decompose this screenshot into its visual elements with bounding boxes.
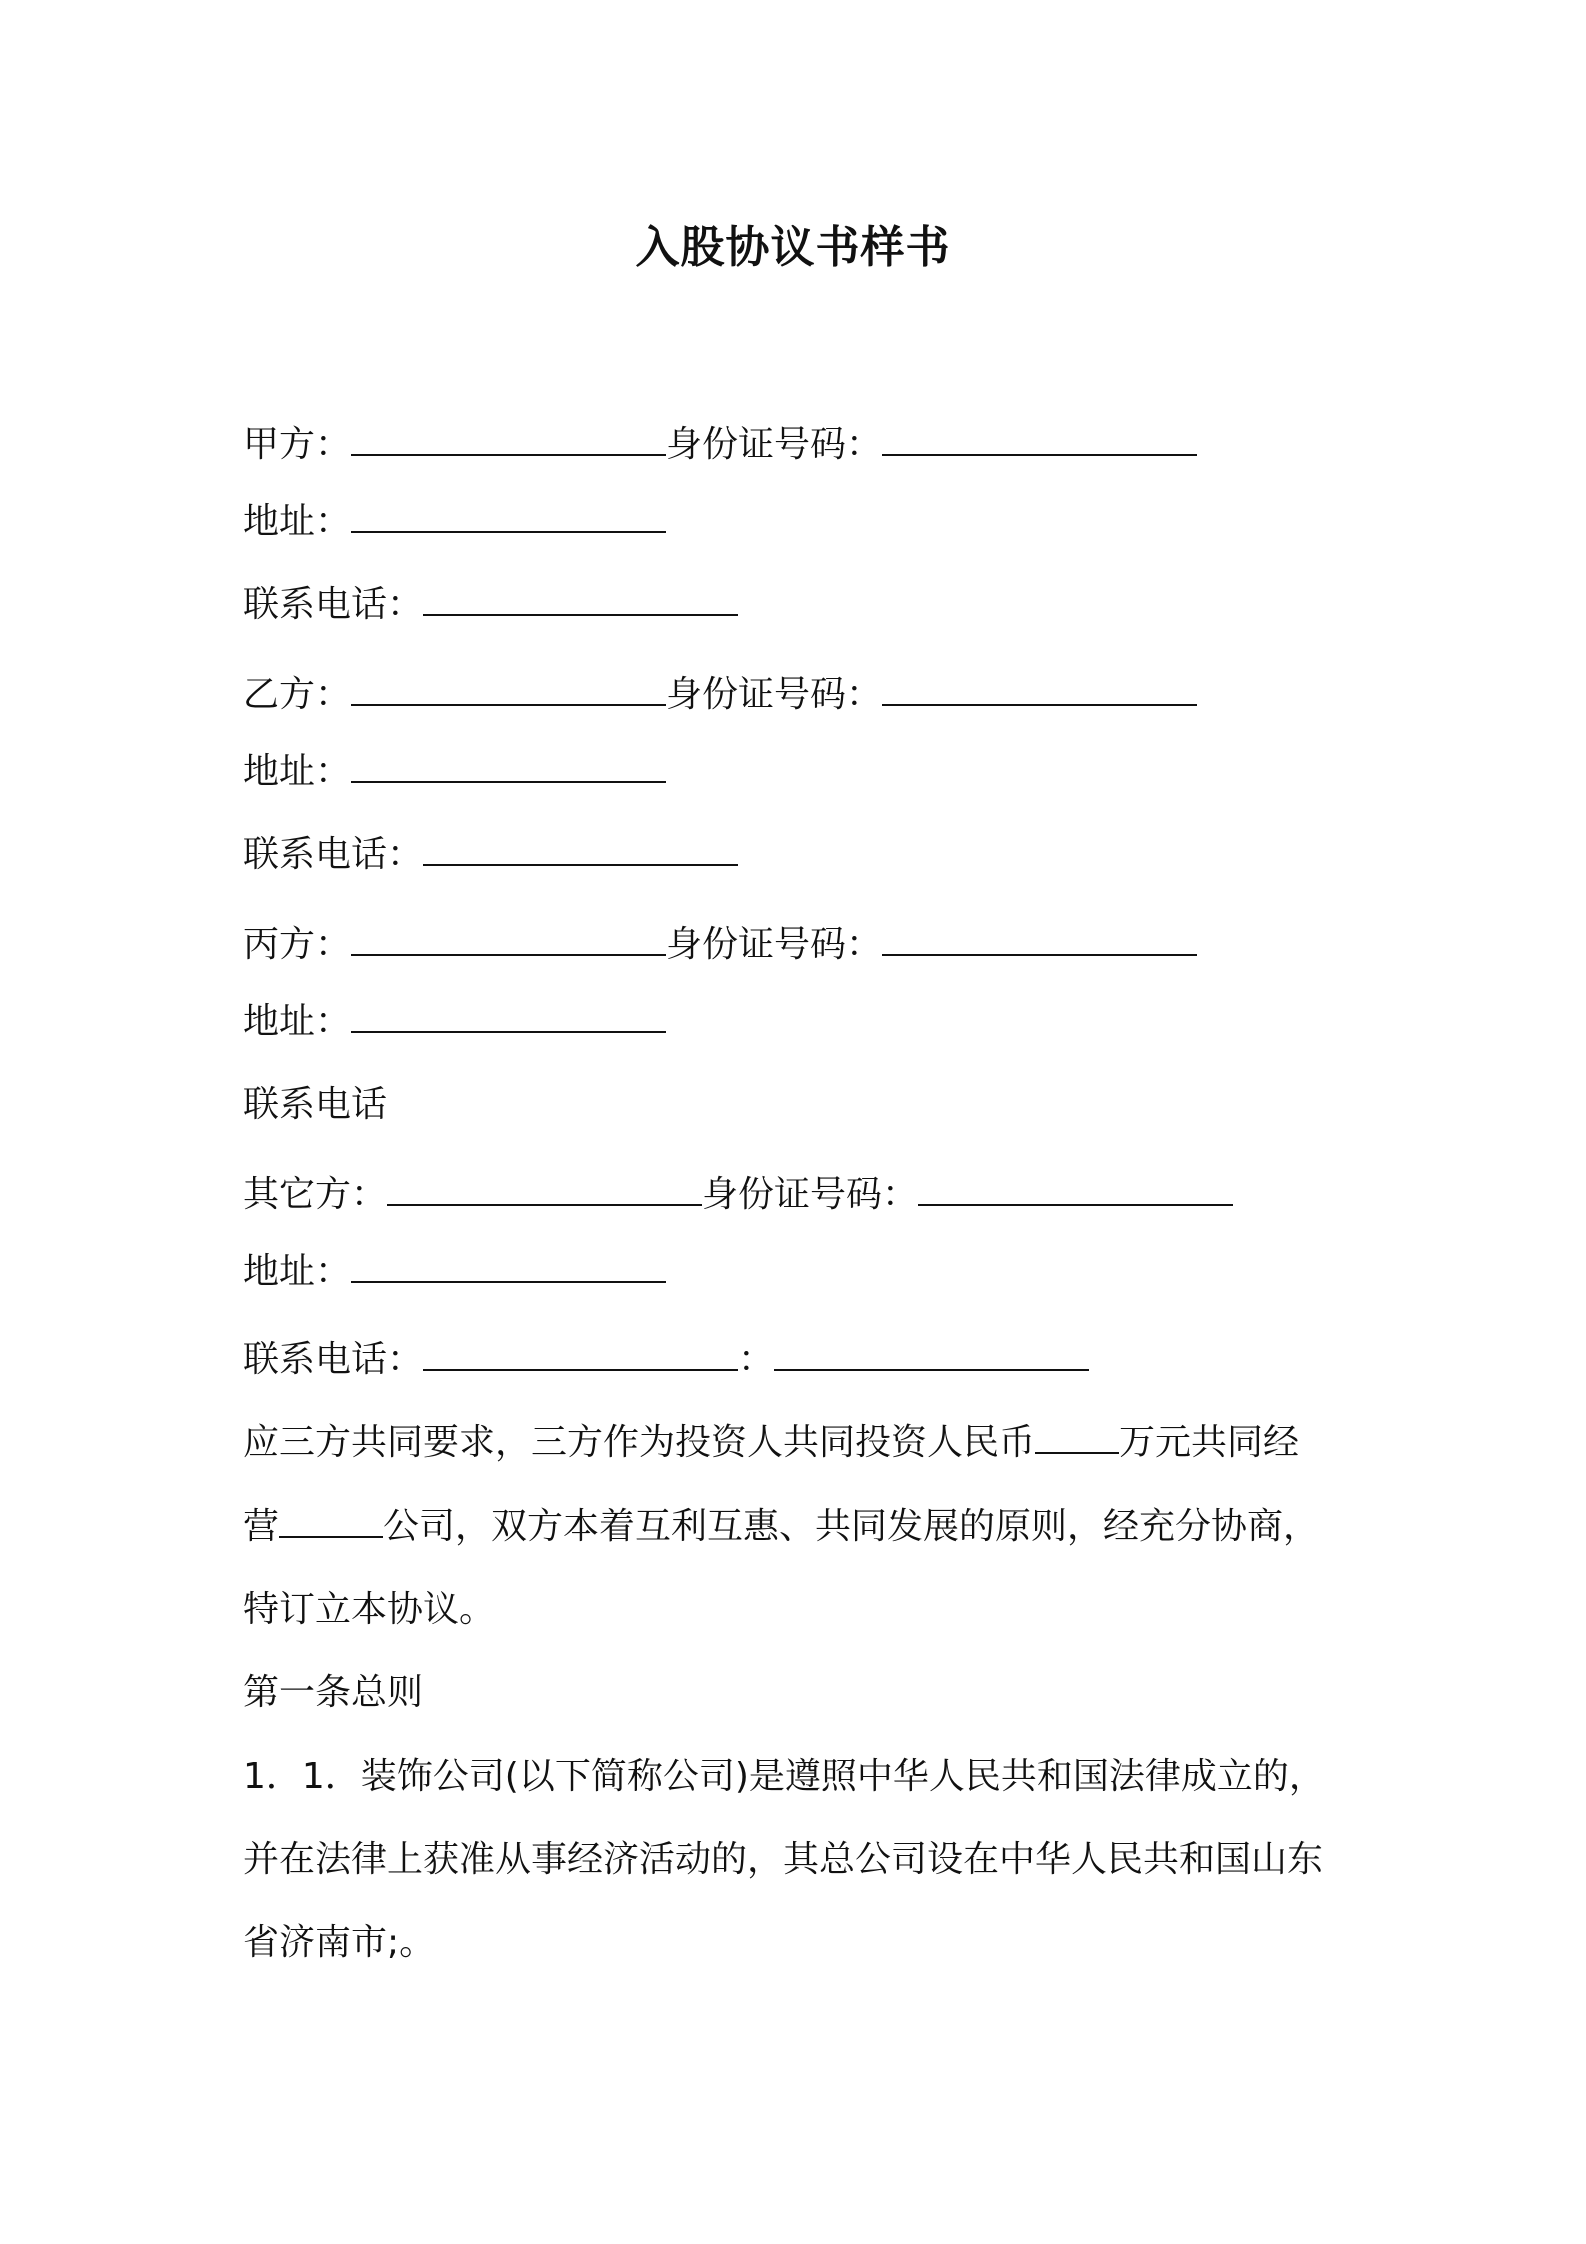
- party-a-address-blank[interactable]: [351, 501, 666, 533]
- party-b-id-label: 身份证号码：: [666, 674, 883, 715]
- investment-amount-blank[interactable]: [1035, 1422, 1119, 1454]
- party-c-phone-label: 联系电话: [243, 1084, 388, 1125]
- party-c-address-label: 地址：: [243, 1001, 352, 1042]
- intro-line-1: [243, 1418, 1363, 1468]
- party-a-phone-blank[interactable]: [423, 584, 738, 616]
- intro-text-2a: 营: [243, 1506, 280, 1547]
- party-other-name-row: [243, 1170, 1233, 1220]
- party-b-name-row: [243, 670, 1197, 720]
- party-c-name-row: [243, 920, 1197, 970]
- party-b-address-row: [243, 747, 666, 797]
- party-c-name-label: 丙方：: [243, 924, 352, 965]
- party-b-name-label: 乙方：: [243, 674, 352, 715]
- party-b-phone-row: [243, 830, 738, 880]
- party-c-address-blank[interactable]: [351, 1001, 666, 1033]
- party-other-address-row: [243, 1247, 666, 1297]
- party-other-address-blank[interactable]: [351, 1251, 666, 1283]
- party-c-id-blank[interactable]: [882, 924, 1197, 956]
- party-a-phone-row: [243, 580, 738, 630]
- document-title: 入股协议书样书: [635, 222, 951, 273]
- party-b-phone-label: 联系电话：: [243, 834, 424, 875]
- party-c-phone-row: [243, 1080, 387, 1130]
- party-other-phone-label: 联系电话：: [243, 1339, 424, 1380]
- company-name-blank[interactable]: [279, 1506, 383, 1538]
- party-a-name-label: 甲方：: [243, 424, 352, 465]
- party-b-id-blank[interactable]: [882, 674, 1197, 706]
- party-other-id-label: 身份证号码：: [702, 1174, 919, 1215]
- party-c-name-blank[interactable]: [351, 924, 666, 956]
- party-b-name-blank[interactable]: [351, 674, 666, 706]
- party-other-phone-blank[interactable]: [423, 1339, 738, 1371]
- party-a-name-blank[interactable]: [351, 424, 666, 456]
- party-c-id-label: 身份证号码：: [666, 924, 883, 965]
- party-other-phone-row: [243, 1335, 1089, 1385]
- intro-text-1b: 万元共同经: [1119, 1422, 1300, 1463]
- party-a-name-row: [243, 420, 1197, 470]
- party-other-extra-blank[interactable]: [774, 1339, 1089, 1371]
- party-other-phone-sep: ：: [738, 1339, 775, 1380]
- party-c-address-row: [243, 997, 666, 1047]
- party-other-name-blank[interactable]: [387, 1174, 702, 1206]
- party-a-id-blank[interactable]: [882, 424, 1197, 456]
- party-b-address-label: 地址：: [243, 751, 352, 792]
- party-other-address-label: 地址：: [243, 1251, 352, 1292]
- intro-text-2b: 公司，双方本着互利互惠、共同发展的原则，经充分协商，: [383, 1506, 1320, 1547]
- intro-text-1a: 应三方共同要求，三方作为投资人共同投资人民币: [243, 1422, 1036, 1463]
- party-b-phone-blank[interactable]: [423, 834, 738, 866]
- intro-line-3: 特订立本协议。: [243, 1589, 496, 1630]
- party-a-address-label: 地址：: [243, 501, 352, 542]
- party-other-name-label: 其它方：: [243, 1174, 388, 1215]
- party-a-address-row: [243, 497, 666, 547]
- party-a-id-label: 身份证号码：: [666, 424, 883, 465]
- clause-1-1-line-3: 省济南市;。: [243, 1922, 436, 1963]
- clause-1-1-line-1: 1．1．装饰公司(以下简称公司)是遵照中华人民共和国法律成立的，: [243, 1756, 1325, 1797]
- party-a-phone-label: 联系电话：: [243, 584, 424, 625]
- section-1-heading: 第一条总则: [243, 1672, 424, 1713]
- party-other-id-blank[interactable]: [918, 1174, 1233, 1206]
- clause-1-1-line-2: 并在法律上获准从事经济活动的，其总公司设在中华人民共和国山东: [243, 1839, 1324, 1880]
- party-b-address-blank[interactable]: [351, 751, 666, 783]
- intro-line-2: [243, 1502, 1363, 1552]
